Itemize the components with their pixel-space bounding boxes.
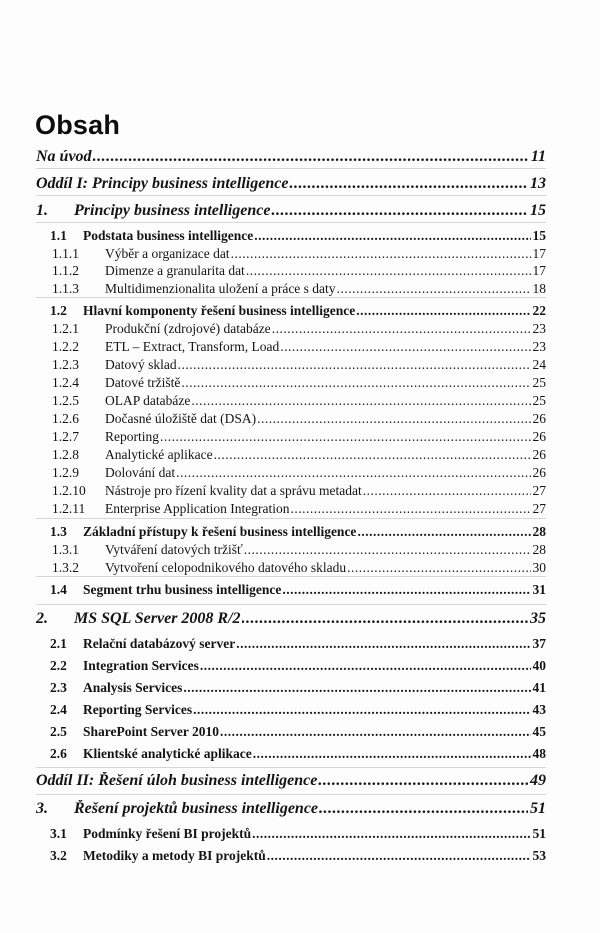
separator-rule xyxy=(36,222,546,223)
toc-entry-page-number: 26 xyxy=(532,411,546,426)
toc-entry-label: Nástroje pro řízení kvality dat a správu metadat xyxy=(105,483,362,498)
toc-entry-label: Na úvod xyxy=(36,148,92,165)
toc-entry-number: 1.2.9 xyxy=(52,465,79,480)
toc-entry-label: MS SQL Server 2008 R/2 xyxy=(74,610,241,627)
dot-leader xyxy=(214,447,531,463)
toc-entry-label: Podstata business intelligence xyxy=(83,228,254,243)
toc-entry-chapter xyxy=(36,610,546,628)
toc-entry-sub xyxy=(52,246,546,262)
toc-entry-section xyxy=(50,680,546,696)
dot-leader xyxy=(318,772,528,790)
toc-entry-number: 2.2 xyxy=(50,658,67,673)
toc-entry-label: Hlavní komponenty řešení business intelligence xyxy=(83,303,356,318)
dot-leader xyxy=(289,175,528,193)
toc-entry-page-number: 27 xyxy=(532,483,546,498)
dot-leader xyxy=(200,658,531,674)
dot-leader xyxy=(272,321,531,337)
toc-entry-number: 1.2.4 xyxy=(52,375,79,390)
toc-entry-section xyxy=(50,303,546,319)
toc-entry-page-number: 26 xyxy=(532,447,546,462)
dot-leader xyxy=(252,826,530,842)
dot-leader xyxy=(254,228,530,244)
dot-leader xyxy=(244,542,531,558)
toc-entry-page-number: 28 xyxy=(532,524,546,539)
toc-entry-section xyxy=(50,636,546,652)
toc-entry-number: 1.3 xyxy=(50,524,67,539)
toc-entry-sub xyxy=(52,339,546,355)
toc-entry-page-number: 23 xyxy=(532,321,546,336)
toc-entry-page-number: 27 xyxy=(532,501,546,516)
dot-leader xyxy=(357,524,530,540)
toc-entry-number: 1.2.7 xyxy=(52,429,79,444)
dot-leader xyxy=(319,800,528,818)
toc-entry-label: Dimenze a granularita dat xyxy=(105,263,245,278)
dot-leader xyxy=(176,465,530,481)
toc-entry-page-number: 31 xyxy=(532,582,546,597)
toc-entry-label: Relační databázový server xyxy=(83,636,236,651)
toc-entry-sub xyxy=(52,357,546,373)
separator-rule xyxy=(36,604,546,605)
separator-rule xyxy=(36,576,546,577)
toc-entry-label: Integration Services xyxy=(83,658,199,673)
dot-leader xyxy=(93,148,529,166)
toc-entry-page-number: 15 xyxy=(532,228,546,243)
toc-entry-number: 1.2.11 xyxy=(52,501,86,516)
dot-leader xyxy=(183,680,530,696)
toc-entry-sub xyxy=(52,501,546,517)
dot-leader xyxy=(290,501,530,517)
toc-entry-label: Segment trhu business intelligence xyxy=(83,582,282,597)
dot-leader xyxy=(363,483,531,499)
separator-rule xyxy=(36,794,546,795)
toc-entry-label: Podmínky řešení BI projektů xyxy=(83,826,252,841)
toc-entry-label: Dolování dat xyxy=(105,465,176,480)
toc-entry-sub xyxy=(52,321,546,337)
toc-entry-label: Oddíl II: Řešení úloh business intelligence xyxy=(36,772,318,789)
toc-entry-label: Analytické aplikace xyxy=(105,447,213,462)
toc-entry-label: Oddíl I: Principy business intelligence xyxy=(36,175,289,192)
toc-entry-number: 1.2.5 xyxy=(52,393,79,408)
toc-entry-page-number: 25 xyxy=(532,375,546,390)
toc-entry-sub xyxy=(52,393,546,409)
toc-entry-number: 3.2 xyxy=(50,848,67,863)
toc-entry-page-number: 30 xyxy=(532,560,546,575)
toc-entry-section xyxy=(50,658,546,674)
toc-entry-page-number: 23 xyxy=(532,339,546,354)
separator-rule xyxy=(36,195,546,196)
toc-entry-part xyxy=(36,148,546,166)
toc-entry-label: Dočasné úložiště dat (DSA) xyxy=(105,411,257,426)
toc-entry-page-number: 26 xyxy=(532,429,546,444)
toc-entry-label: Vytváření datových tržišť xyxy=(105,542,243,557)
dot-leader xyxy=(267,848,531,864)
toc-entry-label: Vytvoření celopodnikového datového skladu xyxy=(105,560,347,575)
toc-entry-section xyxy=(50,702,546,718)
toc-entry-section xyxy=(50,524,546,540)
toc-entry-sub xyxy=(52,542,546,558)
toc-entry-sub xyxy=(52,447,546,463)
toc-entry-number: 1.2.1 xyxy=(52,321,79,336)
toc-entry-number: 1.1.1 xyxy=(52,246,79,261)
toc-entry-sub xyxy=(52,375,546,391)
dot-leader xyxy=(280,339,530,355)
toc-entry-page-number: 37 xyxy=(532,636,546,651)
toc-entry-page-number: 53 xyxy=(532,848,546,863)
toc-entry-sub xyxy=(52,411,546,427)
toc-title: Obsah xyxy=(35,110,121,140)
toc-entry-page-number: 45 xyxy=(532,724,546,739)
dot-leader xyxy=(253,746,531,762)
toc-entry-label: Řešení projektů business intelligence xyxy=(74,800,319,817)
dot-leader xyxy=(271,202,528,220)
toc-entry-page-number: 40 xyxy=(532,658,546,673)
toc-entry-section xyxy=(50,724,546,740)
dot-leader xyxy=(231,246,531,262)
toc-entry-section xyxy=(50,848,546,864)
toc-entry-number: 1.3.1 xyxy=(52,542,79,557)
dot-leader xyxy=(191,393,530,409)
toc-entry-number: 3.1 xyxy=(50,826,67,841)
dot-leader xyxy=(236,636,530,652)
toc-entry-number: 2. xyxy=(36,610,48,627)
toc-entry-label: Metodiky a metody BI projektů xyxy=(83,848,266,863)
toc-entry-page-number: 43 xyxy=(532,702,546,717)
toc-entry-number: 1.1.2 xyxy=(52,263,79,278)
toc-entry-section xyxy=(50,746,546,762)
toc-entry-section xyxy=(50,228,546,244)
dot-leader xyxy=(181,375,530,391)
toc-entry-number: 1. xyxy=(36,202,48,219)
toc-entry-page-number: 49 xyxy=(530,772,546,789)
toc-entry-chapter xyxy=(36,800,546,818)
dot-leader xyxy=(193,702,530,718)
toc-entry-number: 1.4 xyxy=(50,582,67,597)
toc-entry-label: Reporting xyxy=(105,429,159,444)
toc-entry-part xyxy=(36,772,546,790)
toc-entry-label: Multidimenzionalita uložení a práce s daty xyxy=(105,281,336,296)
toc-entry-label: OLAP databáze xyxy=(105,393,191,408)
toc-entry-number: 1.2.8 xyxy=(52,447,79,462)
toc-entry-sub xyxy=(52,483,546,499)
toc-entry-sub xyxy=(52,465,546,481)
toc-entry-page-number: 15 xyxy=(530,202,546,219)
toc-entry-number: 1.2.2 xyxy=(52,339,79,354)
toc-entry-label: Datový sklad xyxy=(105,357,177,372)
dot-leader xyxy=(178,357,531,373)
toc-entry-number: 3. xyxy=(36,800,48,817)
toc-entry-label: Klientské analytické aplikace xyxy=(83,746,252,761)
toc-entry-number: 1.2.3 xyxy=(52,357,79,372)
toc-entry-page-number: 17 xyxy=(532,263,546,278)
toc-entry-sub xyxy=(52,429,546,445)
toc-entry-label: Enterprise Application Integration xyxy=(105,501,290,516)
toc-entry-number: 1.2.10 xyxy=(52,483,86,498)
toc-entry-page-number: 22 xyxy=(532,303,546,318)
toc-entry-label: Výběr a organizace dat xyxy=(105,246,230,261)
toc-entry-page-number: 51 xyxy=(530,800,546,817)
dot-leader xyxy=(356,303,530,319)
dot-leader xyxy=(337,281,531,297)
toc-entry-page-number: 18 xyxy=(532,281,546,296)
toc-entry-label: Analysis Services xyxy=(83,680,183,695)
toc-entry-label: Základní přístupy k řešení business intelligence xyxy=(83,524,357,539)
separator-rule xyxy=(36,168,546,169)
toc-entry-chapter xyxy=(36,202,546,220)
toc-entry-label: Principy business intelligence xyxy=(74,202,271,219)
dot-leader xyxy=(246,263,531,279)
toc-entry-page-number: 26 xyxy=(532,465,546,480)
separator-rule xyxy=(36,518,546,519)
dot-leader xyxy=(257,411,530,427)
toc-entry-number: 1.2.6 xyxy=(52,411,79,426)
dot-leader xyxy=(220,724,531,740)
toc-entry-page-number: 35 xyxy=(530,610,546,627)
toc-entry-number: 2.3 xyxy=(50,680,67,695)
dot-leader xyxy=(242,610,528,628)
toc-entry-number: 2.4 xyxy=(50,702,67,717)
toc-entry-page-number: 28 xyxy=(532,542,546,557)
toc-entry-page-number: 13 xyxy=(530,175,546,192)
dot-leader xyxy=(160,429,531,445)
toc-entry-number: 1.3.2 xyxy=(52,560,79,575)
toc-entry-section xyxy=(50,826,546,842)
toc-entry-label: Reporting Services xyxy=(83,702,193,717)
toc-entry-number: 1.1 xyxy=(50,228,67,243)
toc-entry-label: Datové tržiště xyxy=(105,375,181,390)
separator-rule xyxy=(36,297,546,298)
toc-entry-number: 2.6 xyxy=(50,746,67,761)
toc-entry-sub xyxy=(52,560,546,576)
toc-entry-page-number: 48 xyxy=(532,746,546,761)
toc-entry-page-number: 25 xyxy=(532,393,546,408)
toc-entry-label: SharePoint Server 2010 xyxy=(83,724,219,739)
toc-entry-page-number: 17 xyxy=(532,246,546,261)
toc-entry-page-number: 41 xyxy=(532,680,546,695)
toc-entry-page-number: 11 xyxy=(530,148,546,165)
separator-rule xyxy=(36,767,546,768)
toc-entry-number: 2.1 xyxy=(50,636,67,651)
toc-entry-page-number: 51 xyxy=(532,826,546,841)
toc-entry-number: 1.1.3 xyxy=(52,281,79,296)
toc-entry-sub xyxy=(52,263,546,279)
dot-leader xyxy=(282,582,530,598)
dot-leader xyxy=(347,560,530,576)
toc-entry-sub xyxy=(52,281,546,297)
toc-entry-page-number: 24 xyxy=(532,357,546,372)
toc-entry-number: 2.5 xyxy=(50,724,67,739)
toc-entry-label: Produkční (zdrojové) databáze xyxy=(105,321,271,336)
toc-entry-section xyxy=(50,582,546,598)
toc-entry-number: 1.2 xyxy=(50,303,67,318)
toc-entry-label: ETL – Extract, Transform, Load xyxy=(105,339,280,354)
toc-entry-part xyxy=(36,175,546,193)
